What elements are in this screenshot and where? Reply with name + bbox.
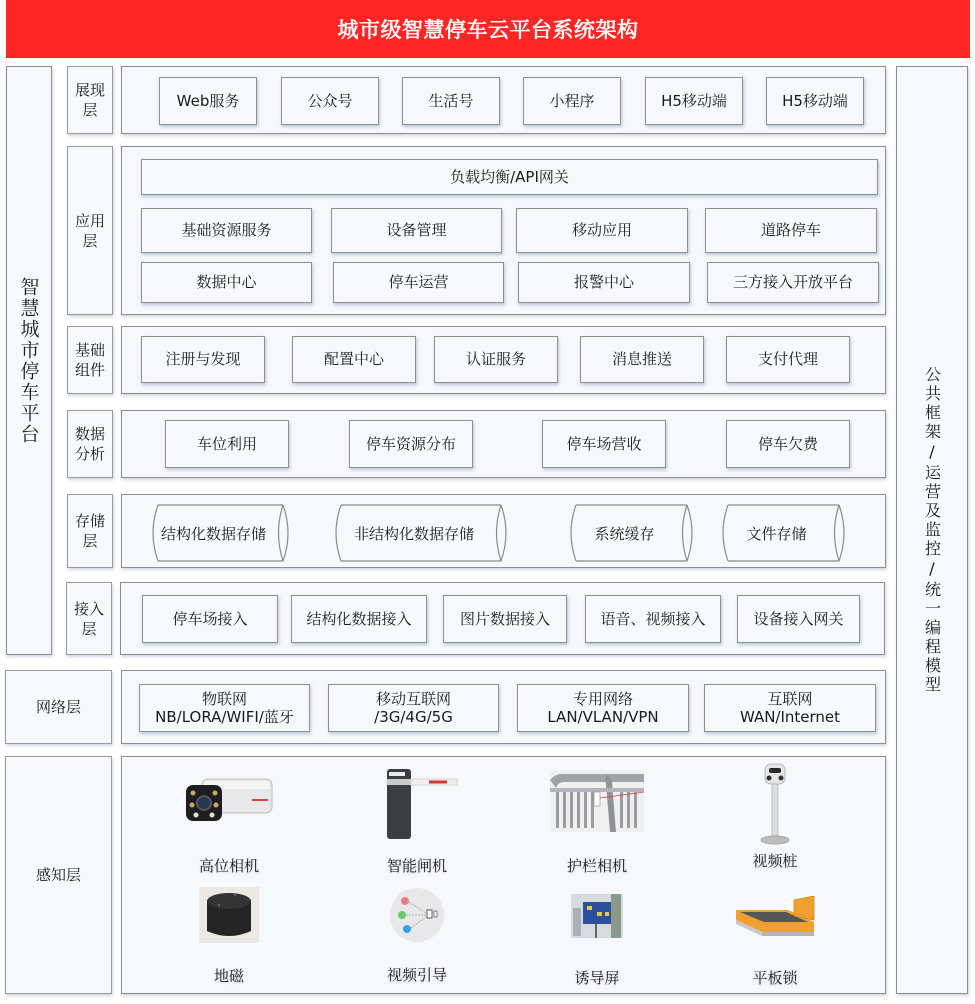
storage-label: 系统缓存: [594, 524, 655, 543]
presentation-h5-mobile-2: H5移动端: [766, 77, 864, 125]
app-open-platform: 三方接入开放平台: [707, 262, 879, 303]
network-detail: WAN/Internet: [739, 708, 841, 726]
storage-unstructured: [331, 504, 511, 562]
layer-data-analysis: [121, 410, 886, 478]
app-basic-resource: 基础资源服务: [141, 208, 312, 253]
app-parking-operation: 停车运营: [333, 262, 504, 303]
device-bullet-camera: [174, 769, 284, 876]
app-data-center: 数据中心: [141, 262, 312, 303]
access-image-data: 图片数据接入: [443, 595, 567, 643]
device-parking-lock: [720, 895, 830, 988]
layer-label-text: 应用层: [74, 211, 105, 250]
network-title: 专用网络: [572, 690, 633, 708]
component-registry: 注册与发现: [141, 336, 265, 383]
device-name: 视频桩: [752, 852, 798, 870]
layer-label-text: 展现层: [74, 81, 105, 119]
presentation-h5-mobile: H5移动端: [645, 77, 743, 125]
device-name: 诱导屏: [574, 969, 620, 987]
device-guidance-screen: [542, 893, 652, 988]
presentation-official-account: 公众号: [281, 77, 379, 125]
right-platform-panel: [896, 66, 968, 994]
guardrail-camera-icon: [549, 769, 645, 833]
layer-label-text: 基础组件: [74, 341, 105, 379]
layer-label-data-analysis: [67, 410, 113, 478]
presentation-life-account: 生活号: [402, 77, 500, 125]
api-gateway: 负载均衡/API网关: [141, 159, 878, 195]
app-device-management: 设备管理: [331, 208, 502, 253]
device-name: 平板锁: [752, 969, 798, 987]
app-mobile: 移动应用: [516, 208, 688, 253]
layer-network: [121, 670, 886, 744]
layer-base-components: [121, 326, 886, 394]
network-title: 互联网: [767, 690, 813, 708]
presentation-mini-program: 小程序: [523, 77, 621, 125]
network-private: [517, 684, 689, 732]
bullet-camera-icon: [181, 769, 277, 833]
analysis-resource-distribution: 停车资源分布: [349, 420, 473, 468]
layer-presentation: [121, 66, 886, 134]
device-name: 智能闸机: [386, 857, 447, 875]
video-pole-icon: [745, 762, 805, 846]
layer-label-application: [67, 146, 113, 315]
storage-structured: [148, 504, 293, 562]
component-config-center: 配置中心: [292, 336, 416, 383]
network-detail: /3G/4G/5G: [374, 708, 453, 726]
layer-label-access: [66, 582, 112, 655]
layer-perception: [121, 756, 886, 994]
layer-label-presentation: [67, 66, 113, 134]
video-guidance-icon: [387, 886, 447, 944]
device-name: 高位相机: [198, 857, 259, 875]
component-auth: 认证服务: [434, 336, 558, 383]
device-name: 地磁: [213, 967, 244, 985]
diagram-title: 城市级智慧停车云平台系统架构: [6, 0, 970, 58]
network-detail: LAN/VLAN/VPN: [547, 708, 659, 726]
device-video-pole: [720, 762, 830, 871]
access-parking-lot: 停车场接入: [142, 595, 278, 643]
layer-storage: [121, 494, 886, 568]
barrier-gate-icon: [367, 765, 467, 841]
guidance-screen-icon: [569, 893, 625, 939]
network-mobile-internet: [328, 684, 499, 732]
device-guardrail-camera: [542, 769, 652, 876]
analysis-arrears: 停车欠费: [726, 420, 850, 468]
layer-label-perception: [5, 756, 112, 994]
device-name: 视频引导: [386, 966, 447, 984]
analysis-space-utilization: 车位利用: [165, 420, 289, 468]
network-iot: [139, 684, 310, 732]
access-voice-video: 语音、视频接入: [585, 595, 721, 643]
right-platform-label: 公共框架/运营及监控/统一编程模型: [922, 365, 942, 695]
layer-label-text: 存储层: [74, 512, 105, 550]
layer-label-text: 网络层: [35, 698, 81, 716]
layer-access: [120, 582, 885, 655]
device-geomagnetic: [174, 887, 284, 986]
storage-file: [718, 504, 849, 562]
left-platform-panel: [6, 66, 52, 655]
access-structured-data: 结构化数据接入: [291, 595, 427, 643]
layer-label-text: 接入层: [73, 599, 104, 638]
layer-label-base-components: [67, 326, 113, 394]
network-title: 物联网: [201, 690, 247, 708]
device-barrier-gate: [362, 765, 472, 876]
app-road-parking: 道路停车: [705, 208, 877, 253]
network-internet: [704, 684, 876, 732]
storage-label: 非结构化数据存储: [353, 524, 474, 543]
geomagnetic-sensor-icon: [199, 887, 259, 943]
device-name: 护栏相机: [566, 857, 627, 875]
analysis-lot-revenue: 停车场营收: [542, 420, 666, 468]
presentation-web: Web服务: [159, 77, 257, 125]
storage-label: 文件存储: [746, 524, 807, 543]
parking-lock-icon: [733, 895, 817, 939]
storage-label: 结构化数据存储: [160, 524, 266, 543]
layer-application: [121, 146, 886, 315]
access-device-gateway: 设备接入网关: [737, 595, 860, 643]
device-video-guidance: [362, 886, 472, 985]
component-message-push: 消息推送: [580, 336, 704, 383]
component-payment-proxy: 支付代理: [726, 336, 850, 383]
layer-label-storage: [67, 494, 113, 568]
network-detail: NB/LORA/WIFI/蓝牙: [155, 708, 294, 726]
layer-label-text: 感知层: [35, 866, 81, 884]
layer-label-network: [5, 670, 112, 744]
network-title: 移动互联网: [375, 690, 451, 708]
layer-label-text: 数据分析: [74, 425, 105, 463]
app-alarm-center: 报警中心: [518, 262, 690, 303]
left-platform-label: 智慧城市停车平台: [17, 276, 40, 445]
storage-cache: [566, 504, 697, 562]
